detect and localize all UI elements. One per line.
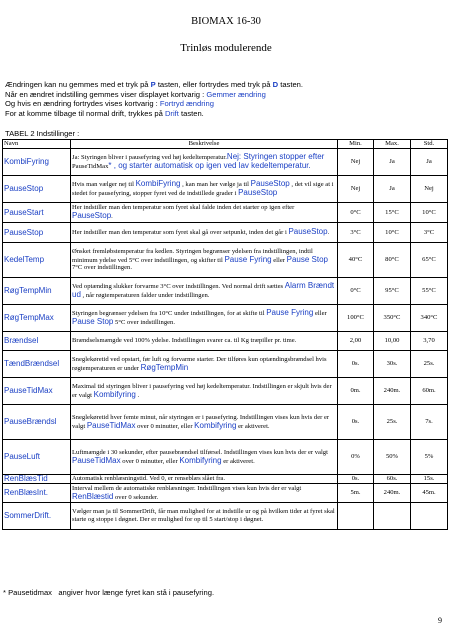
setting-description (71, 332, 338, 351)
intro-line-2 (5, 90, 450, 100)
key-drift: Drift (164, 108, 179, 118)
value-max: 10,00 (374, 332, 411, 351)
value-std: Ja (411, 149, 448, 176)
description-text: over 0 sekunder. (113, 493, 159, 501)
description-text: Hvis man vælger nej til (72, 181, 136, 189)
table-row (3, 378, 448, 405)
setting-reference: Kombifyring (179, 455, 222, 465)
setting-name: RenBlæsTid (3, 475, 71, 484)
setting-reference: Nej: Styringen stopper efter (226, 152, 325, 162)
value-max: 350°C (374, 305, 411, 332)
value-min: 0°C (338, 278, 374, 305)
value-max: 30s. (374, 351, 411, 378)
value-std: 60m. (411, 378, 448, 405)
value-min: 0% (338, 440, 374, 475)
setting-reference: Alarm Brændt ud (72, 281, 335, 299)
setting-description (71, 378, 338, 405)
description-text: PauseTidMax (72, 163, 109, 170)
description-text: Styringen begrænser ydelsen fra 10°C under indstillingen, for at skifte til (72, 310, 267, 318)
display-message: Gemmer ændring (206, 89, 266, 99)
setting-reference: PauseTidMax (72, 455, 121, 465)
table-row (3, 503, 448, 530)
setting-name: SommerDrift. (3, 503, 71, 530)
setting-description (71, 176, 338, 203)
table-row (3, 405, 448, 440)
setting-reference: Pause Stop (72, 317, 114, 326)
setting-reference: Kombifyring (194, 420, 237, 430)
table-row (3, 278, 448, 305)
table-row (3, 243, 448, 278)
setting-description (71, 440, 338, 475)
value-std: Nej (411, 176, 448, 203)
header-name: Navn (3, 140, 71, 149)
description-text: . (327, 229, 330, 237)
intro-text-segment: Ændringen kan nu gemmes med et tryk på (5, 80, 151, 89)
value-min: 5m. (338, 484, 374, 503)
setting-reference: KombiFyring (135, 179, 181, 189)
description-text: Interval mellem de automatiske renblæsninger. Indstillingen vises kun hvis der er valgt (72, 484, 302, 492)
setting-name: PauseLuft (3, 440, 71, 475)
setting-reference: Pause Fyring (224, 254, 272, 264)
value-min: 2,00 (338, 332, 374, 351)
value-min: 40°C (338, 243, 374, 278)
value-max: 10°C (374, 223, 411, 243)
table-caption: TABEL 2 Indstillinger : (5, 129, 80, 138)
value-max: 60s. (374, 475, 411, 484)
description-text: Sneglekøretid hver femte minut, når styringen er i pausefyring. Indstillingen vises kun hvis der er valgt (72, 413, 330, 430)
setting-name: Brændsel (3, 332, 71, 351)
setting-description (71, 278, 338, 305)
value-min: Nej (338, 149, 374, 176)
description-text: er aktiveret. (221, 457, 255, 465)
setting-name: PauseTidMax (3, 378, 71, 405)
value-std: 55°C (411, 278, 448, 305)
table-row (3, 440, 448, 475)
table-row (3, 475, 448, 484)
description-text: Ja: Styringen bliver i pausefyring ved høj kedeltemperatur. (72, 154, 227, 162)
intro-line-3 (5, 99, 450, 109)
intro-text-segment: tasten. (278, 80, 303, 89)
table-row (3, 203, 448, 223)
value-std: 5% (411, 440, 448, 475)
setting-description (71, 503, 338, 530)
setting-name: KombiFyring (3, 149, 71, 176)
setting-reference: PauseStop (288, 227, 328, 237)
table-row (3, 332, 448, 351)
display-message: Fortryd ændring (159, 99, 214, 109)
setting-description (71, 223, 338, 243)
setting-reference: PauseTidMax (86, 420, 136, 430)
description-text: Her indstiller man den temperatur som fyret skal gå over setpunkt, inden det går i (72, 229, 289, 237)
value-min: 0s. (338, 475, 374, 484)
table-row (3, 176, 448, 203)
setting-description (71, 475, 338, 484)
setting-name: PauseStart (3, 203, 71, 223)
document-title: BIOMAX 16-30 (191, 16, 261, 27)
description-text: 7°C over indstillingen. (72, 264, 132, 272)
footnote-text: angiver hvor længe fyret kan stå i pausefyring. (58, 588, 215, 597)
description-text: , det vil sige at i stedet for pausefyring, stopper fyret ved de indstillede grader i (72, 181, 334, 197)
setting-reference: Kombifyring (93, 389, 136, 399)
intro-text-segment: tasten. (178, 108, 204, 118)
setting-reference: RøgTempMin (140, 362, 189, 372)
value-min: 100°C (338, 305, 374, 332)
description-text: Luftmængde i 30 sekunder, efter pausebrændsel tilførsel. Indstillingen vises kun hvis der er valgt (72, 448, 328, 456)
page-number: 9 (438, 616, 442, 625)
value-min (338, 503, 374, 530)
description-text: , kan man her vælge ja til (180, 181, 251, 189)
value-max: 80°C (374, 243, 411, 278)
setting-name: PauseBrændsl (3, 405, 71, 440)
footnote (3, 588, 214, 597)
key-d: D (272, 80, 279, 89)
header-min: Min. (338, 140, 374, 149)
value-min: 0s. (338, 405, 374, 440)
description-text: . (135, 391, 140, 399)
value-max: 25s. (374, 405, 411, 440)
value-std: 10°C (411, 203, 448, 223)
table-row (3, 351, 448, 378)
value-min: 3°C (338, 223, 374, 243)
setting-name: PauseStop (3, 176, 71, 203)
value-std: 45m. (411, 484, 448, 503)
setting-reference: Pause Stop (286, 254, 328, 264)
setting-reference: PauseStop (72, 211, 112, 220)
setting-reference: RenBlæstid (72, 491, 114, 501)
value-min: 0m. (338, 378, 374, 405)
setting-name: RøgTempMin (3, 278, 71, 305)
value-std: 65°C (411, 243, 448, 278)
description-text: over 0 minutter, eller (120, 457, 180, 465)
value-max: 240m. (374, 484, 411, 503)
intro-text-segment: For at komme tilbage til normal drift, trykkes på (5, 108, 165, 118)
key-p: P (150, 80, 156, 89)
setting-reference: Pause Fyring (266, 308, 314, 318)
header-max: Max. (374, 140, 411, 149)
setting-name: KedelTemp (3, 243, 71, 278)
footnote-mark: * Pausetidmax (3, 588, 52, 597)
setting-description (71, 405, 338, 440)
value-std: 3,70 (411, 332, 448, 351)
setting-reference: PauseStop (250, 179, 290, 189)
header-description: Beskrivelse (71, 140, 338, 149)
header-std: Std. (411, 140, 448, 149)
value-max: 50% (374, 440, 411, 475)
table-header-row (3, 140, 448, 149)
setting-description (71, 243, 338, 278)
intro-text-segment: tasten, eller fortrydes med tryk på (155, 80, 273, 89)
value-max: Ja (374, 149, 411, 176)
setting-name: PauseStop (3, 223, 71, 243)
setting-reference: PauseStop (238, 188, 278, 197)
setting-name: TændBrændsel (3, 351, 71, 378)
value-min: Nej (338, 176, 374, 203)
value-max (374, 503, 411, 530)
value-std (411, 503, 448, 530)
value-std: 7s. (411, 405, 448, 440)
description-text: Ved optænding slukker forvarme 3°C over indstillingen. Ved normal drift sættes (72, 283, 285, 291)
value-max: Ja (374, 176, 411, 203)
setting-description (71, 203, 338, 223)
intro-text (5, 80, 450, 118)
description-text: Sneglekøretid ved opstart, før luft og forvarme starter. Der tilføres kun optændingsbrændsel hvis røgtemperaturen er under (72, 355, 327, 372)
setting-reference: * , og starter automatisk op igen ved lav kedeltemperatur. (108, 161, 311, 170)
value-min: 0s. (338, 351, 374, 378)
description-text: . (111, 213, 113, 220)
description-text: Automatisk renblæsningstid. Ved 0, er renseblæs slået fra. (72, 475, 225, 483)
description-text: er aktiveret. (236, 422, 270, 430)
table-row (3, 305, 448, 332)
setting-description (71, 351, 338, 378)
description-text: Maximal tid styringen bliver i pausefyring ved høj kedeltemperatur. Indstillingen er skjult hvis der er valgt (72, 382, 332, 399)
value-std: 25s. (411, 351, 448, 378)
document-subtitle: Trinløs modulerende (180, 42, 272, 54)
description-text: eller (313, 310, 327, 318)
value-std: 340°C (411, 305, 448, 332)
setting-description (71, 305, 338, 332)
description-text: eller (271, 256, 287, 264)
description-text: 5°C over indstillingen. (113, 319, 175, 326)
intro-text-segment: Når en ændret indstilling gemmes viser displayet kortvarig : (5, 89, 207, 99)
intro-text-segment: Og hvis en ændring fortrydes vises kortvarig : (5, 99, 160, 109)
settings-table (2, 139, 448, 530)
value-std: 3°C (411, 223, 448, 243)
description-text: , når røgtemperaturen falder under indstillingen. (80, 292, 210, 299)
table-row (3, 149, 448, 176)
description-text: Brændselsmængde ved 100% ydelse. Indstillingen svarer ca. til Kg træpiller pr. time. (72, 337, 297, 345)
intro-line-1 (5, 80, 450, 90)
intro-line-4 (5, 109, 450, 119)
value-min: 0°C (338, 203, 374, 223)
setting-name: RøgTempMax (3, 305, 71, 332)
description-text: Ønsket fremløbstemperatur fra kedlen. Styringen begrænser ydelsen fra indstillingen, indtil minimum ydelse ved 5°C over indstillingen, og skifter til (72, 248, 313, 264)
setting-name: RenBlæsInt. (3, 484, 71, 503)
value-max: 240m. (374, 378, 411, 405)
description-text: Vælger man ja til SommerDrift, får man mulighed for at indstille ur og på hvilken tider at fyret skal starte og stoppe i døgnet. Der er mulighed for op til 5 start/stop i døgnet. (72, 508, 335, 523)
value-max: 95°C (374, 278, 411, 305)
description-text: Her indstiller man den temperatur som fyret skal falde inden det starter op igen efter (72, 204, 295, 212)
description-text: over 0 minutter, eller (135, 422, 195, 430)
table-row (3, 223, 448, 243)
value-std: 15s. (411, 475, 448, 484)
setting-description (71, 149, 338, 176)
value-max: 15°C (374, 203, 411, 223)
setting-description (71, 484, 338, 503)
table-row (3, 484, 448, 503)
